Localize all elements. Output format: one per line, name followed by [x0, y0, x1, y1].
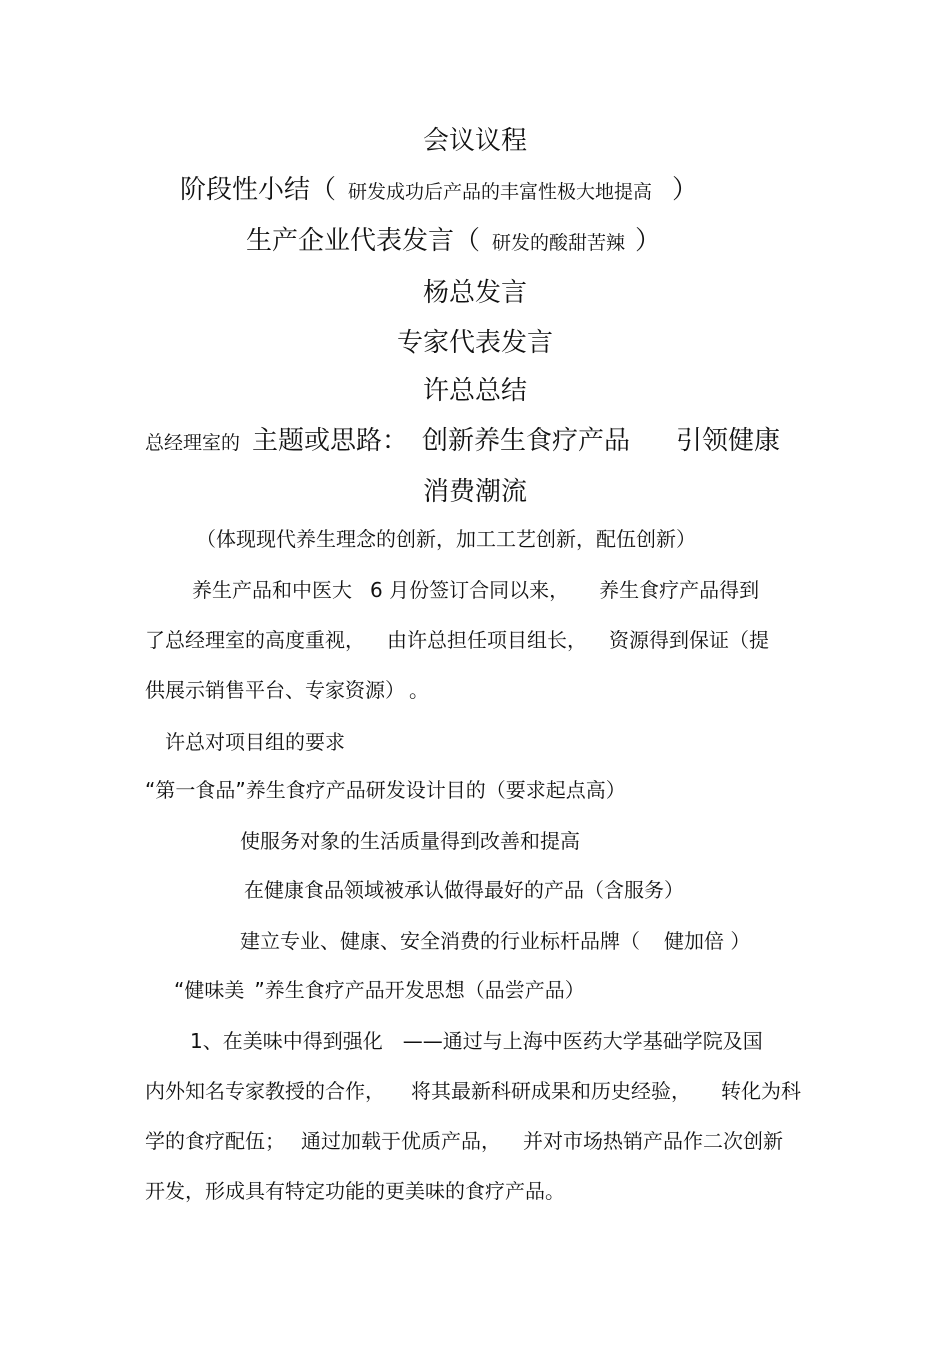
agenda-item-summary-close: ）: [672, 175, 699, 205]
goal-item-3-b: 健加倍 ）: [664, 929, 751, 953]
idea-title-a: “健味美: [174, 978, 245, 1002]
agenda-item-summary: [180, 177, 698, 203]
para1-line1: [192, 580, 759, 600]
para1-line2: [145, 630, 769, 650]
para1-line2-a: 了总经理室的高度重视，: [145, 628, 365, 652]
theme-part1: 创新养生食疗产品: [422, 426, 631, 456]
para1-line2-c: 资源得到保证（提: [609, 628, 769, 652]
agenda-item-expert: 专家代表发言: [396, 328, 553, 358]
agenda-item-summary-main: 阶段性小结（: [180, 175, 337, 205]
agenda-item-summary-sub: 研发成功后产品的丰富性极大地提高: [348, 181, 653, 203]
goal-item-3-a: 建立专业、健康、安全消费的行业标杆品牌（: [240, 929, 640, 953]
para1-line1-b: 6 月份签订合同以来，: [370, 578, 570, 602]
theme-prefix: 总经理室的: [145, 432, 241, 454]
theme-label: 主题或思路：: [252, 426, 409, 456]
theme-note: （体现现代养生理念的创新，加工工艺创新，配伍创新）: [196, 527, 696, 551]
para2-line2: [145, 1081, 801, 1101]
para2-line2-c: 转化为科: [721, 1079, 801, 1103]
agenda-item-enterprise: [246, 228, 661, 254]
goal-item-2: 在健康食品领域被承认做得最好的产品（含服务）: [244, 878, 684, 902]
agenda-title: 会议议程: [422, 126, 527, 156]
idea-title: [174, 980, 585, 1000]
para1-line2-b: 由许总担任项目组长，: [387, 628, 587, 652]
para1-line1-a: 养生产品和中医大: [192, 578, 352, 602]
para2-line2-b: 将其最新科研成果和历史经验，: [411, 1079, 691, 1103]
goal-item-3: [240, 931, 750, 951]
para2-line2-a: 内外知名专家教授的合作，: [145, 1079, 385, 1103]
para2-line3: [145, 1131, 783, 1151]
theme-part3: 消费潮流: [422, 477, 527, 507]
goal-title: “第一食品”养生食疗产品研发设计目的（要求起点高）: [145, 778, 626, 802]
requirements-heading: 许总对项目组的要求: [165, 730, 345, 754]
para2-line1-a: 1、在美味中得到强化: [190, 1029, 383, 1053]
idea-title-b: ”养生食疗产品开发思想（品尝产品）: [254, 978, 585, 1002]
para2-line1: [190, 1031, 763, 1051]
theme-line: [145, 428, 780, 454]
para1-line3: [145, 680, 429, 700]
para1-line1-c: 养生食疗产品得到: [599, 578, 760, 602]
agenda-item-yang: 杨总发言: [422, 278, 527, 308]
para2-line1-b: ——通过与上海中医药大学基础学院及国: [402, 1029, 763, 1053]
agenda-item-enterprise-main: 生产企业代表发言（: [246, 226, 481, 256]
agenda-item-xu: 许总总结: [422, 376, 527, 406]
agenda-item-enterprise-sub: 研发的酸甜苦辣: [492, 232, 626, 254]
goal-item-1: 使服务对象的生活质量得到改善和提高: [240, 829, 580, 853]
para2-line3-a: 学的食疗配伍；: [145, 1129, 285, 1153]
para2-line3-b: 通过加载于优质产品，: [301, 1129, 501, 1153]
theme-part2: 引领健康: [676, 426, 781, 456]
agenda-item-enterprise-close: ）: [635, 226, 662, 256]
para2-line3-c: 并对市场热销产品作二次创新: [523, 1129, 783, 1153]
para1-line3-a: 供展示销售平台、专家资源）: [145, 678, 395, 702]
para1-line3-b: 。: [409, 678, 429, 702]
para2-line4: 开发，形成具有特定功能的更美味的食疗产品。: [145, 1179, 565, 1203]
